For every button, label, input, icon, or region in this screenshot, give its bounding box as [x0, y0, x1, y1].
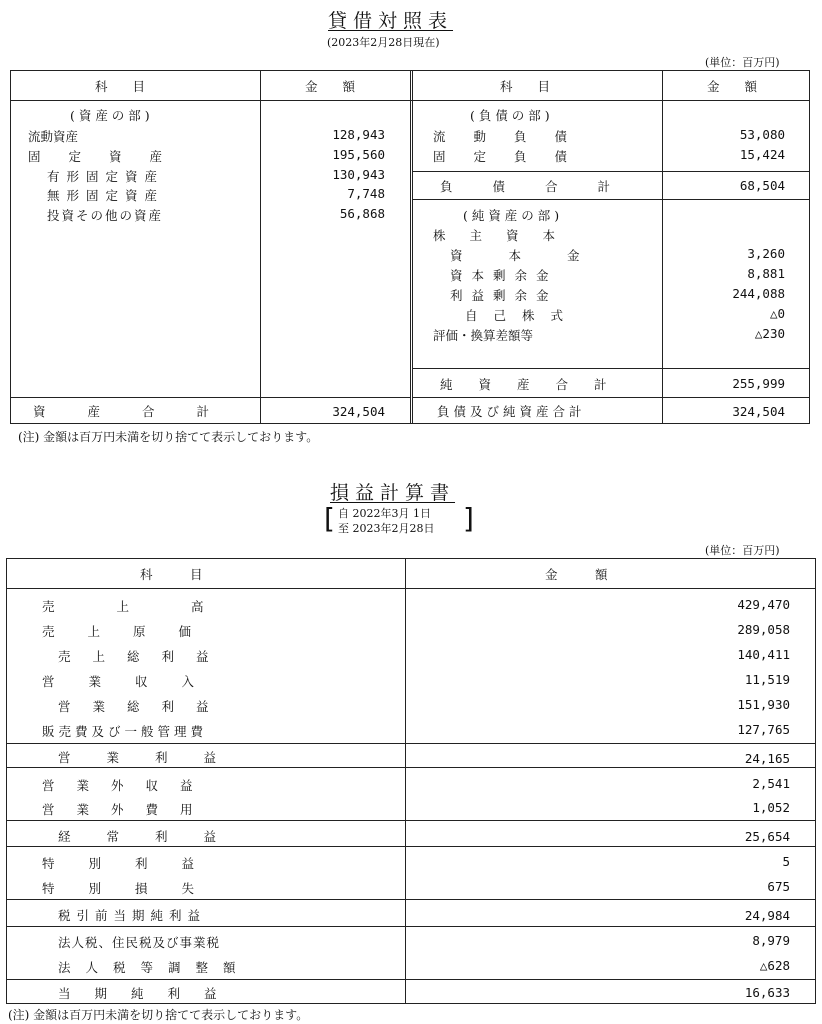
equity-row-label: 資本剰余金	[450, 268, 558, 283]
assets-section-header: ( 資 産 の 部 )	[70, 108, 150, 123]
bs-title: 貸借対照表	[328, 10, 454, 32]
liabilities-total-value: 68,504	[739, 178, 785, 193]
pl-row-label: 当期純利益	[58, 986, 241, 1001]
pl-row-value: 5	[782, 854, 790, 869]
pl-row-value: 2,541	[752, 776, 790, 791]
bs-head-amount-left: 金 額	[305, 79, 356, 94]
equity-row-label: 自己株式	[465, 308, 580, 323]
bs-date: (2023年2月28日現在)	[327, 36, 440, 49]
pl-row-value: △628	[759, 958, 790, 973]
pl-row-value: 24,165	[744, 751, 790, 766]
equity-row-value: 8,881	[747, 266, 785, 281]
liab-equity-total-value: 324,504	[732, 404, 785, 419]
pl-row-label: 売上総利益	[58, 649, 231, 664]
liabilities-row-value: 53,080	[739, 127, 785, 142]
pl-row-value: 16,633	[744, 985, 790, 1000]
pl-row-label: 営業総利益	[58, 699, 231, 714]
bs-unit: (単位：百万円)	[705, 56, 780, 69]
pl-row-label: 営業収入	[42, 674, 229, 689]
pl-row-label: 営業外費用	[42, 802, 215, 817]
equity-row-value: △0	[769, 306, 785, 321]
pl-row-label: 特別損失	[42, 881, 229, 896]
pl-row-value: 151,930	[737, 697, 790, 712]
assets-row-value: 128,943	[332, 127, 385, 142]
pl-head-item: 科 目	[140, 567, 203, 582]
pl-row-value: 140,411	[737, 647, 790, 662]
assets-total-label: 資産合計	[33, 404, 252, 419]
pl-row-label: 売上高	[42, 599, 266, 614]
assets-row-label: 有形固定資産	[47, 169, 165, 184]
equity-total-value: 255,999	[732, 376, 785, 391]
pl-row-value: 24,984	[744, 908, 790, 923]
pl-row-label: 販売費及び一般管理費	[42, 724, 208, 739]
pl-row-value: 11,519	[744, 672, 790, 687]
pl-row-label: 法人税、住民税及び事業税	[58, 935, 221, 950]
liab-equity-total-label: 負債及び純資産合計	[437, 404, 586, 419]
period-from: 自 2022年3月 1日	[338, 507, 431, 520]
assets-row-value: 56,868	[339, 206, 385, 221]
pl-row-value: 289,058	[737, 622, 790, 637]
assets-row-label: 固定資産	[28, 149, 191, 164]
pl-unit: (単位：百万円)	[705, 544, 780, 557]
pl-row-label: 経常利益	[58, 829, 253, 844]
pl-row-value: 25,654	[744, 829, 790, 844]
pl-row-label: 税引前当期純利益	[58, 908, 207, 923]
pl-row-value: 1,052	[752, 800, 790, 815]
pl-row-value: 127,765	[737, 722, 790, 737]
equity-row-label: 利益剰余金	[450, 288, 558, 303]
equity-total-label: 純資産合計	[440, 377, 633, 392]
pl-row-label: 営業外収益	[42, 778, 215, 793]
bs-head-item-right: 科 目	[500, 79, 551, 94]
period-bracket-right: ]	[463, 502, 474, 535]
liabilities-row-value: 15,424	[739, 147, 785, 162]
bs-head-item-left: 科 目	[95, 79, 146, 94]
period-bracket-left: [	[324, 502, 335, 535]
equity-row-value: 3,260	[747, 246, 785, 261]
pl-row-value: 429,470	[737, 597, 790, 612]
equity-row-value: △230	[754, 326, 785, 341]
equity-section-header: ( 純 資 産 の 部 )	[463, 208, 560, 223]
pl-row-value: 8,979	[752, 933, 790, 948]
equity-row-label: 評価・換算差額等	[433, 328, 534, 343]
equity-row-label: 株主資本	[433, 228, 580, 243]
assets-row-label: 流動資産	[28, 129, 79, 144]
pl-row-label: 売上原価	[42, 624, 225, 639]
pl-row-label: 特別利益	[42, 856, 229, 871]
assets-total-value: 324,504	[332, 404, 385, 419]
liabilities-section-header: ( 負 債 の 部 )	[470, 108, 550, 123]
liabilities-row-label: 固定負債	[433, 149, 596, 164]
pl-title: 損益計算書	[330, 482, 456, 504]
assets-row-label: 無形固定資産	[47, 188, 165, 203]
liabilities-row-label: 流動負債	[433, 129, 596, 144]
equity-row-value: 244,088	[732, 286, 785, 301]
pl-head-amount: 金 額	[545, 567, 608, 582]
period-to: 至 2023年2月28日	[338, 522, 435, 535]
liabilities-total-label: 負債合計	[440, 179, 651, 194]
assets-row-value: 7,748	[347, 186, 385, 201]
pl-note: (注) 金額は百万円未満を切り捨てて表示しております。	[8, 1008, 309, 1022]
pl-row-label: 営業利益	[58, 750, 253, 765]
pl-row-label: 法人税等調整額	[58, 960, 251, 975]
bs-note: (注) 金額は百万円未満を切り捨てて表示しております。	[18, 430, 319, 444]
assets-row-value: 195,560	[332, 147, 385, 162]
bs-head-amount-right: 金 額	[707, 79, 758, 94]
assets-row-value: 130,943	[332, 167, 385, 182]
equity-row-label: 資本金	[450, 248, 626, 263]
assets-row-label: 投資その他の資産	[47, 208, 164, 223]
pl-row-value: 675	[767, 879, 790, 894]
